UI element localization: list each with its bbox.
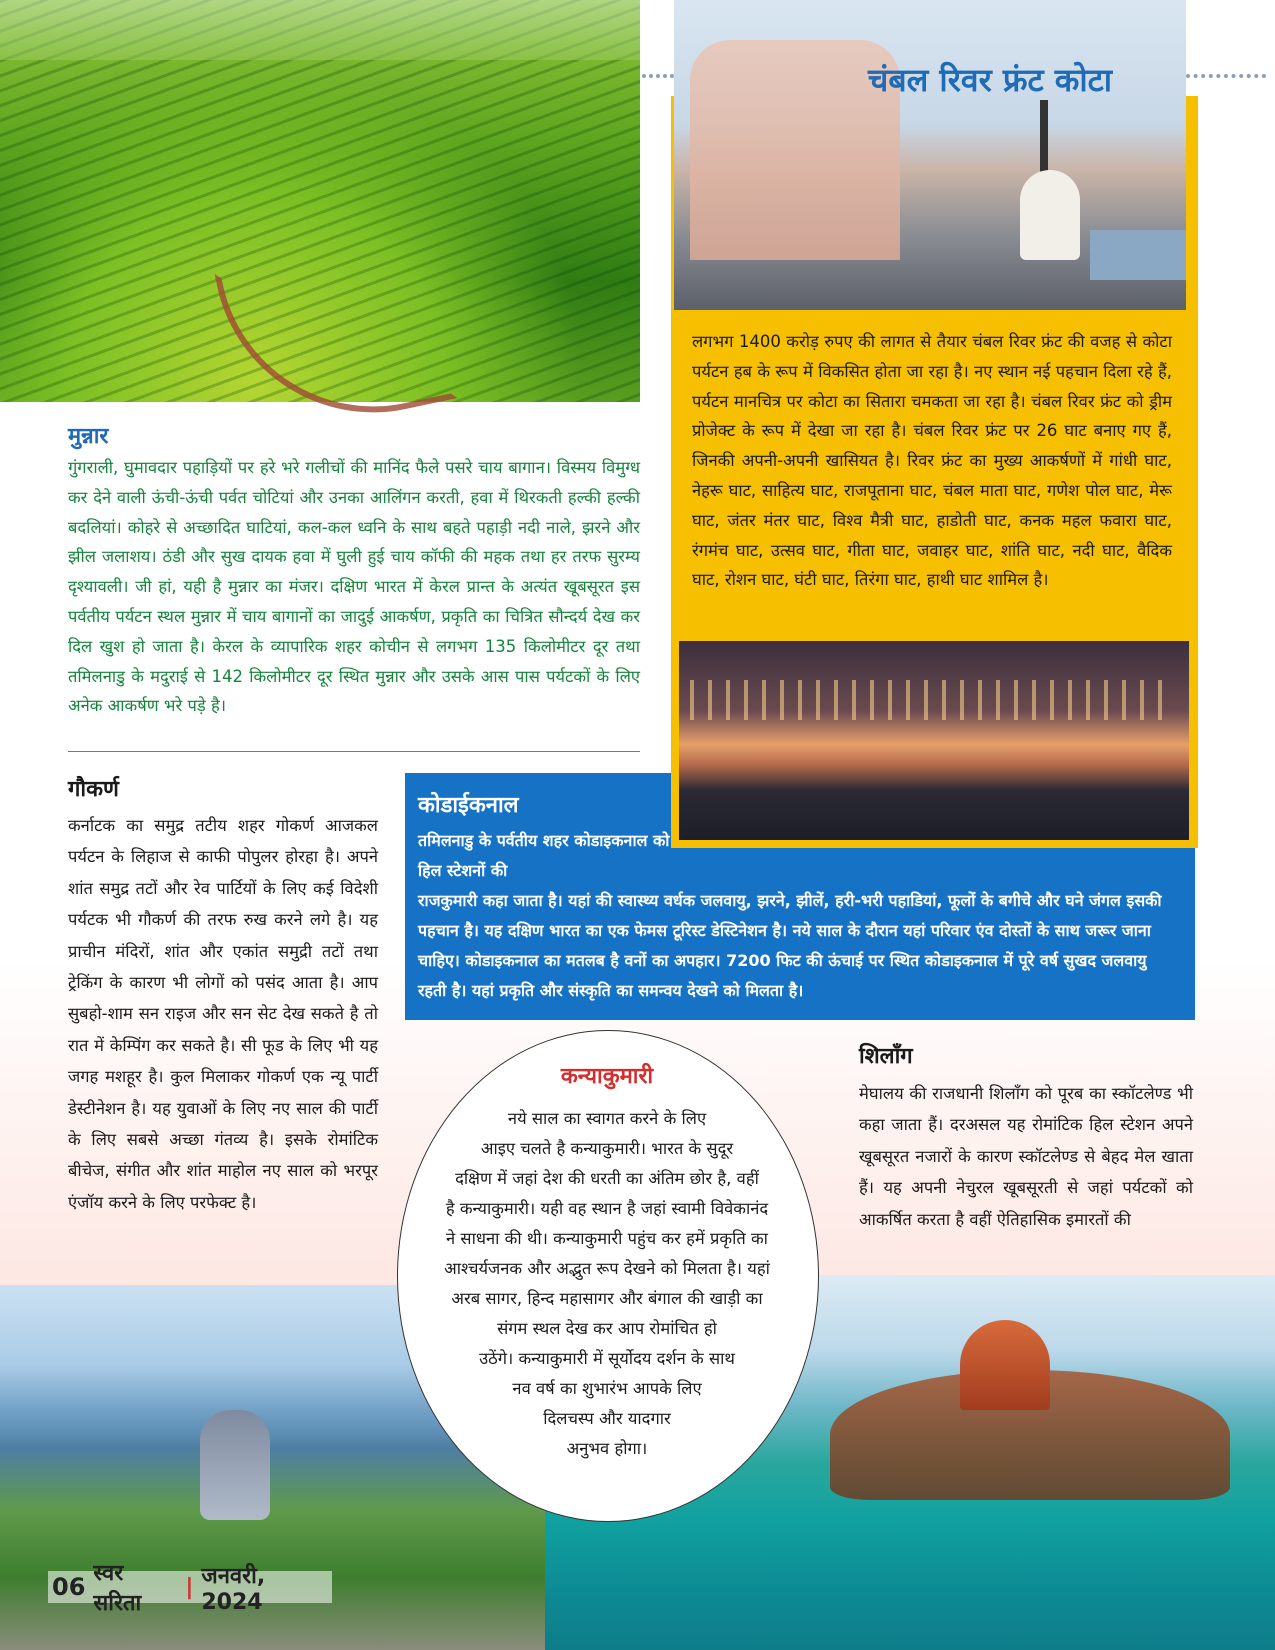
kanyakumari-line: दक्षिण में जहां देश की धरती का अंतिम छोर है, वहीं — [455, 1169, 759, 1188]
chambal-river-water — [1090, 230, 1186, 280]
page-footer — [48, 1561, 332, 1616]
section-divider — [68, 751, 640, 752]
kanyakumari-line: ने साधना की थी। कन्याकुमारी पहुंच कर हमें प्रकृति का — [446, 1229, 768, 1248]
kodaikanal-text: राजकुमारी कहा जाता है। यहां की स्वास्थ्य वर्धक जलवायु, झरने, झीलें, हरी-भरी पहाडियां, फूलों के बगीचे और घने जंगल इसकी पहचान है। यह दक्षिण भारत का एक फेमस टूरिस्ट डेस्टिनेशन है। नये साल के दौरान यहां परिवार एंव दोस्तों के साथ जरूर जाना चाहिए। कोडाइकनाल का मतलब है वनों का अपहार। 7200 फिट की ऊंचाई पर स्थित कोडाइकनाल में पूरे वर्ष सुखद जलवायु रहती है। यहां प्रकृति और संस्कृति का समन्वय देखने को मिलता है। — [418, 891, 1162, 1000]
kanyakumari-line: आइए चलते है कन्याकुमारी। भारत के सुदूर — [480, 1139, 734, 1158]
kanyakumari-line: है कन्याकुमारी। यही वह स्थान है जहां स्वामी विवेकानंद — [445, 1199, 769, 1218]
kanyakumari-line: अरब सागर, हिन्द महासागर और बंगाल की खाड़ी का — [451, 1289, 763, 1308]
vivekananda-temple-shape — [960, 1320, 1050, 1410]
kanyakumari-line: नये साल का स्वागत करने के लिए — [507, 1109, 707, 1128]
issue-date: जनवरी, 2024 — [201, 1563, 266, 1615]
chambal-lion-statue — [1020, 170, 1080, 260]
shillong-text: मेघालय की राजधानी शिलाँग को पूरब का स्कॉटलेण्ड भी कहा जाता हैं। दरअसल यह रोमांटिक हिल स्टेशन अपने खूबसूरत नजारों के कारण स्कॉटलेण्ड से बेहद मेल खाता हैं। यह अपनी नेचुरल खूबसूरती से जहां पर्यटकों को आकर्षित करता है वहीं ऐतिहासिक इमारतों की — [859, 1084, 1193, 1229]
chambal-night-photo — [679, 641, 1189, 840]
shillong-title: शिलाँग — [859, 1044, 913, 1069]
dotted-rule-right — [1186, 74, 1266, 78]
dotted-rule-left — [642, 74, 674, 78]
tea-photo-haze — [0, 0, 640, 60]
kanyakumari-line: संगम स्थल देख कर आप रोमांचित हो — [497, 1319, 717, 1338]
shiva-statue-shape — [200, 1410, 270, 1520]
kanyakumari-line: दिलचस्प और यादगार — [543, 1409, 671, 1428]
magazine-name: स्वर सरिता — [93, 1561, 142, 1616]
page-number: 06 — [52, 1573, 86, 1601]
kanyakumari-line: उठेंगे। कन्याकुमारी में सूर्योदय दर्शन के साथ — [479, 1349, 735, 1368]
kanyakumari-line: आश्चर्यजनक और अद्भुत रूप देखने को मिलता है। यहां — [444, 1259, 770, 1278]
gokarna-title: गौकर्ण — [68, 777, 119, 802]
kanyakumari-title: कन्याकुमारी — [560, 1064, 654, 1089]
footer-separator: | — [185, 1574, 194, 1600]
chambal-text: लगभग 1400 करोड़ रुपए की लागत से तैयार चंबल रिवर फ्रंट की वजह से कोटा पर्यटन हब के रूप में विकसित होता जा रहा है। नए स्थान नई पहचान दिला रहे हैं, पर्यटन मानचित्र पर कोटा का सितारा चमकता जा रहा है। चंबल रिवर फ्रंट को ड्रीम प्रोजेक्ट के रूप में देखा जा रहा है। चंबल रिवर फ्रंट पर 26 घाट बनाए गए हैं, जिनकी अपनी-अपनी खासियत है। रिवर फ्रंट का मुख्य आकर्षणों में गांधी घाट, नेहरू घाट, साहित्य घाट, राजपूताना घाट, चंबल माता घाट, गणेश पोल घाट, मेरू घाट, जंतर मंतर घाट, विश्व मैत्री घाट, हाडोती घाट, कनक महल फवारा घाट, रंगमंच घाट, उत्सव घाट, गीता घाट, जवाहर घाट, शांति घाट, नदी घाट, वैदिक घाट, रोशन घाट, घंटी घाट, तिरंगा घाट, हाथी घाट शामिल है। — [692, 332, 1172, 590]
kodaikanal-title: कोडाईकनाल — [418, 793, 519, 818]
chambal-night-lights — [690, 680, 1170, 720]
chambal-title: चंबल रिवर फ्रंट कोटा — [868, 61, 1113, 99]
kodaikanal-intro: तमिलनाडु के पर्वतीय शहर कोडाइकनाल को हिल स्टेशनों की — [418, 831, 670, 880]
gokarna-text: कर्नाटक का समुद्र तटीय शहर गोकर्ण आजकल पर्यटन के लिहाज से काफी पोपुलर होरहा है। अपने शांत समुद्र तटों और रेव पार्टियों के लिए कई विदेशी पर्यटक भी गौकर्ण की तरफ रुख करने लगे है। यह प्राचीन मंदिरों, शांत और एकांत समुद्री तटों तथा ट्रेकिंग के कारण भी लोगों को पसंद आता है। आप सुबहो-शाम सन राइज और सन सेट देख सकते है तो रात में केम्पिंग कर सकते है। सी फूड के लिए भी यह जगह मशहूर है। कुल मिलाकर गोकर्ण एक न्यू पार्टी डेस्टीनेशन है। यह युवाओं के लिए नए साल की पार्टी के लिए सबसे अच्छा गंतव्य है। इसके रोमांटिक बीचेज, संगीत और शांत माहोल नए साल को भरपूर एंजॉय करने के लिए परफेक्ट है। — [68, 816, 378, 1212]
munnar-text: गुंगराली, घुमावदार पहाड़ियों पर हरे भरे गलीचों की मानिंद फैले पसरे चाय बागान। विस्मय विमुग्ध कर देने वाली ऊंची-ऊंची पर्वत चोटियां और उनका आलिंगन करती, हवा में थिरकती हल्की हल्की बदलियां। कोहरे से अच्छादित घाटियां, कल-कल ध्वनि के साथ बहते पहाड़ी नदी नाले, झरने और झील जलाशय। ठंडी और सुख दायक हवा में घुली हुई चाय कॉफी की महक तथा हर तरफ सुरम्य दृश्यावली। जी हां, यही है मुन्नार का मंजर। दक्षिण भारत में केरल प्रान्त के अत्यंत खूबसूरत इस पर्वतीय पर्यटन स्थल मुन्नार में चाय बागानों का जादुई आकर्षण, प्रकृति का चित्रित सौन्दर्य देख कर दिल खुश हो जाता है। केरल के व्यापारिक शहर कोचीन से लगभग 135 किलोमीटर दूर तथा तमिलनाडु के मदुराई से 142 किलोमीटर दूर स्थित मुन्नार और उसके आस पास पर्यटकों के लिए अनेक आकर्षण भरे पड़े है। — [68, 458, 640, 716]
kanyakumari-line: नव वर्ष का शुभारंभ आपके लिए — [512, 1379, 702, 1398]
kanyakumari-line: अनुभव होगा। — [566, 1439, 648, 1458]
munnar-title: मुन्नार — [68, 424, 109, 449]
